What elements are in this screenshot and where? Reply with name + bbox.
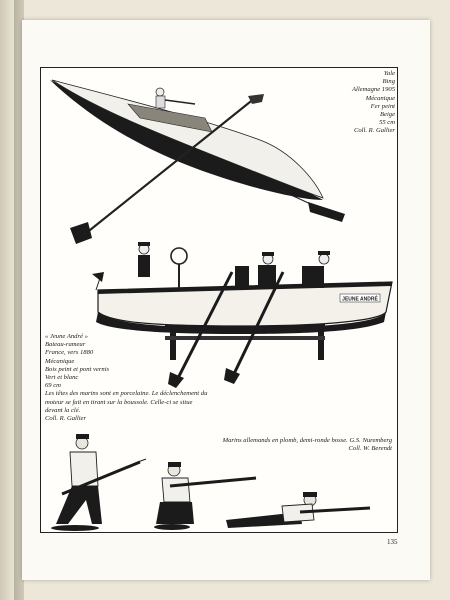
caption-jeune-andre	[45, 333, 260, 423]
kayak-illustration	[50, 80, 345, 244]
caption-line: Fer peint	[370, 102, 395, 110]
caption-line: Marins allemands en plomb, demi-ronde bosse. G.S. Nuremberg	[222, 437, 392, 444]
caption-line: 55 cm	[379, 119, 395, 127]
caption-line: Coll. R. Gallier	[45, 415, 87, 423]
caption-line: Beige	[379, 111, 395, 119]
caption-line: moteur se fait en tirant sur la boussole. Celle-ci se situe	[45, 398, 193, 406]
caption-line: Mécanique	[365, 94, 395, 102]
caption-line: Bateau-rameur	[45, 341, 86, 349]
page-number: 135	[387, 538, 398, 546]
caption-line: Mécanique	[45, 357, 75, 365]
boat-name-plate: JEUNE ANDRÉ	[342, 296, 378, 303]
caption-marins	[223, 437, 392, 453]
caption-line: 69 cm	[45, 382, 61, 390]
caption-line: Bing	[382, 78, 395, 86]
caption-line: France, vers 1880	[45, 349, 94, 357]
caption-line: Coll. R. Gallier	[353, 127, 395, 135]
caption-line: Coll. W. Berendt	[348, 445, 392, 453]
caption-line: Allemagne 1905	[351, 86, 395, 94]
caption-line: « Jeune André »	[45, 333, 88, 340]
caption-yale	[352, 70, 395, 136]
caption-line: Vert et blanc	[45, 374, 79, 382]
caption-line: Yale	[383, 70, 395, 77]
caption-line: Bois peint et pont vernis	[45, 365, 110, 373]
caption-line: Les têtes des marins sont en porcelaine. Le déclenchement du	[45, 390, 208, 398]
caption-line: devant la clé.	[45, 406, 81, 414]
